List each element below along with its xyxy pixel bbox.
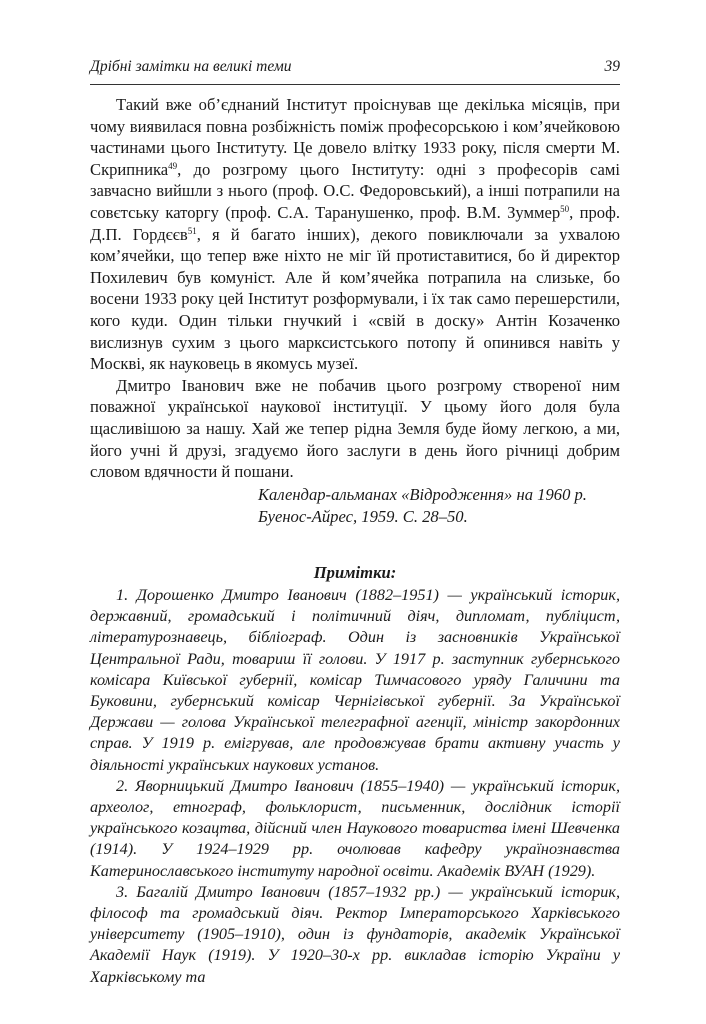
note-item: 2. Яворницький Дмитро Іванович (1855–1940) — український історик, археолог, етнограф, фольклорист, письменник, дослідник історії українського козацтва, дійсний член Наукового товариства імені Шевченка (1914). У 1924–1929 рр. очолював кафедру українознавства Катеринославського інституту народної освіти. Академік ВУАН (1929). xyxy=(90,776,620,880)
footnote-ref: 50 xyxy=(560,203,570,214)
source-line: Календар-альманах «Відродження» на 1960 р. xyxy=(258,485,587,504)
footnote-ref: 49 xyxy=(168,160,178,171)
header-rule xyxy=(90,84,620,85)
main-text xyxy=(90,94,620,483)
source-citation xyxy=(258,484,618,528)
page-number: 39 xyxy=(604,58,620,75)
note-item: 1. Дорошенко Дмитро Іванович (1882–1951) — український історик, державний, громадський і політичний діяч, дипломат, публіцист, літературознавець, бібліограф. Один із засновників Української Центральної Ради, товариш її голови. У 1917 р. заступник губернського комісара Київської губернії, комісар Тимчасового уряду Галичини та Буковини, губернський комісар Чернігівської губернії. За Української Держави — голова Української телеграфної агенції, міністр закордонних справ. У 1919 р. емігрував, але продовжував брати активну участь у діяльності українських наукових установ. xyxy=(90,586,620,774)
notes-list xyxy=(90,585,620,988)
paragraph: Такий вже об’єднаний Інститут проіснував ще декілька місяців, при чому виявилася повна розбіжність поміж професорською і ком’ячейковою частинами цього Інституту. Це довело влітку 1933 року, після смерти М. Скрипника$^{49}$, до розгрому цього Інституту: одні з професорів самі завчасно вийшли з нього (проф. О.С. Федоровський), а інші потрапили на совєтську каторгу (проф. С.А. Таранушенко, проф. В.М. Зуммер$^{50}$, проф. Д.П. Гордєєв$^{51}$, я й багато інших), декого повиключали за ухвалою ком’ячейки, що тепер вже ніхто не міг їй протиставитися, бо й директор Похилевич був комуніст. Але й ком’ячейка потрапила на слизьке, бо восени 1933 року цей Інститут розформували, і їх так само перешерстили, кого куди. Один тільки гнучкий і «свій в доску» Антін Козаченко вислизнув сухим з цього марксистського потопу й опинився навіть у Москві, як науковець в якомусь музеї. xyxy=(90,95,621,374)
running-title: Дрібні замітки на великі теми xyxy=(90,58,292,75)
notes-heading: Примітки: xyxy=(313,563,397,582)
running-header xyxy=(90,58,620,76)
paragraph: Дмитро Іванович вже не побачив цього розгрому створеної ним поважної української наукової інституції. У цьому його доля була щасливішою за нашу. Хай же тепер рідна Земля буде йому легкою, а ми, його учні й друзі, згадуємо його заслуги в день його річниці добрим словом вдячности й пошани. xyxy=(90,375,620,482)
note-item: 3. Багалій Дмитро Іванович (1857–1932 рр.) — український історик, філософ та громадський діяч. Ректор Імператорського Харківського університету (1905–1910), один із фундаторів, академік Української Академії Наук (1919). У 1920–30-х рр. викладав історію України у Харківському та xyxy=(90,882,620,986)
source-line: Буенос-Айрес, 1959. С. 28–50. xyxy=(258,507,468,526)
footnote-ref: 51 xyxy=(187,225,197,236)
